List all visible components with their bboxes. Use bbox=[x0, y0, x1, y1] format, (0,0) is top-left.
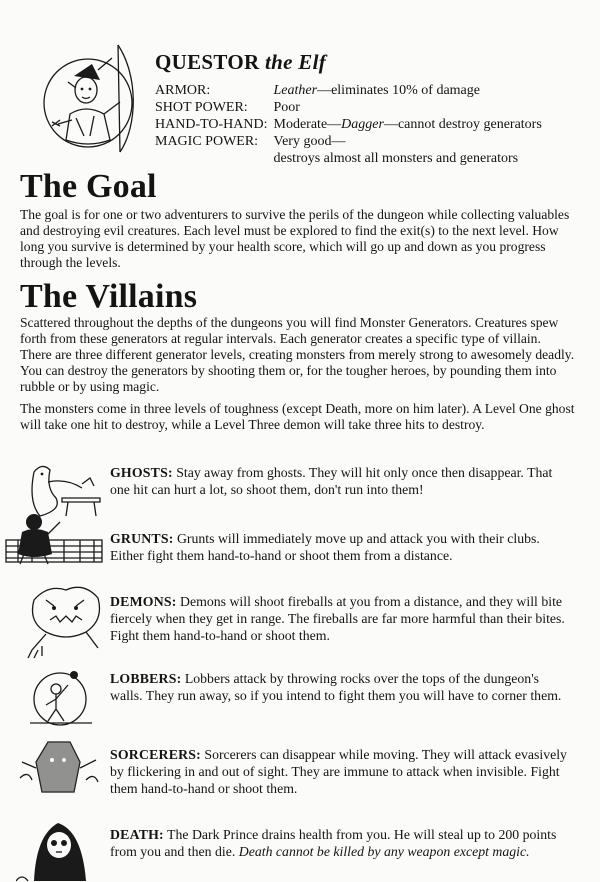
sorcerer-illustration bbox=[18, 738, 100, 796]
villains-paragraph-2: The monsters come in three levels of toughness (except Death, more on him later). A Level One ghost will take one hit to destroy, while a Level Three demon will take three hits to destroy. bbox=[20, 401, 575, 432]
monster-text: The Dark Prince drains health from you. He will steal up to 200 points from you and then die. bbox=[110, 827, 557, 859]
stat-row-shot-power bbox=[155, 99, 542, 116]
monster-death bbox=[110, 826, 575, 860]
death-illustration bbox=[16, 815, 102, 882]
stat-label: MAGIC POWER: bbox=[155, 134, 259, 149]
stat-label: SHOT POWER: bbox=[155, 100, 248, 115]
monster-demons bbox=[110, 593, 575, 644]
stat-value: Very good— bbox=[273, 134, 346, 149]
demon-illustration bbox=[24, 580, 106, 660]
stat-row-magic-power bbox=[155, 133, 542, 150]
grunt-illustration bbox=[4, 510, 104, 566]
villains-text bbox=[20, 315, 575, 433]
monster-text: Lobbers attack by throwing rocks over the tops of the dungeon's walls. They run away, so if you intend to fight them you will have to corner them. bbox=[110, 671, 562, 703]
ghost-illustration bbox=[22, 458, 104, 518]
stat-value: destroys almost all monsters and generators bbox=[273, 151, 519, 166]
questor-elf-illustration bbox=[40, 40, 140, 160]
hero-name: QUESTOR bbox=[155, 50, 260, 74]
monster-name: DEMONS: bbox=[110, 594, 177, 609]
lobber-illustration bbox=[26, 665, 100, 729]
monster-name: SORCERERS: bbox=[110, 747, 201, 762]
hero-title bbox=[155, 50, 326, 75]
monster-name: DEATH: bbox=[110, 827, 164, 842]
stat-row-magic-power-cont bbox=[155, 150, 542, 167]
stat-value: Moderate—Dagger—cannot destroy generators bbox=[273, 117, 542, 132]
monster-grunts bbox=[110, 530, 575, 564]
goal-heading: The Goal bbox=[20, 168, 157, 205]
stat-row-hand-to-hand bbox=[155, 116, 542, 133]
monster-name: GHOSTS: bbox=[110, 465, 173, 480]
monster-text: Grunts will immediately move up and attack you with their clubs. Either fight them hand-to-hand or shoot them from a distance. bbox=[110, 531, 540, 563]
monster-text-italic: Death cannot be killed by any weapon except magic. bbox=[238, 844, 530, 859]
goal-text: The goal is for one or two adventurers to survive the perils of the dungeon while collecting valuables and destroying evil creatures. Each level must be explored to find the exit(s) to the next level. How long you survive is determined by your health score, which will go up and down as you progress through the levels. bbox=[20, 207, 570, 270]
stat-value: Poor bbox=[273, 100, 300, 115]
stat-value: Leather—eliminates 10% of damage bbox=[273, 83, 480, 98]
monster-text: Demons will shoot fireballs at you from a distance, and they will bite fiercely when they get in range. The fireballs are far more harmful than their bites. Fight them hand-to-hand or shoot them. bbox=[110, 594, 565, 643]
stat-row-armor bbox=[155, 82, 542, 99]
stat-label: ARMOR: bbox=[155, 83, 211, 98]
hero-stats bbox=[155, 82, 542, 167]
monster-name: GRUNTS: bbox=[110, 531, 174, 546]
monster-ghosts bbox=[110, 464, 575, 498]
villains-paragraph-1: Scattered throughout the depths of the dungeons you will find Monster Generators. Creatures spew forth from these generators at regular intervals. Each generator creates a specific type of villain. There are three different generator levels, creating monsters from merely strong to awesomely deadly. You can destroy the generators by shooting them or, for the tougher heroes, by pounding them into rubble or by using magic. bbox=[20, 315, 575, 394]
villains-heading: The Villains bbox=[20, 278, 198, 315]
monster-sorcerers bbox=[110, 746, 575, 797]
stat-label: HAND-TO-HAND: bbox=[155, 117, 268, 132]
hero-title-suffix: the Elf bbox=[264, 50, 327, 74]
monster-name: LOBBERS: bbox=[110, 671, 182, 686]
monster-text: Sorcerers can disappear while moving. They will attack evasively by flickering in and out of sight. They are immune to attack when invisible. Fight them hand-to-hand or shoot them. bbox=[110, 747, 567, 796]
monster-text: Stay away from ghosts. They will hit only once then disappear. That one hit can hurt a lot, so shoot them, don't run into them! bbox=[110, 465, 553, 497]
monster-lobbers bbox=[110, 670, 575, 704]
